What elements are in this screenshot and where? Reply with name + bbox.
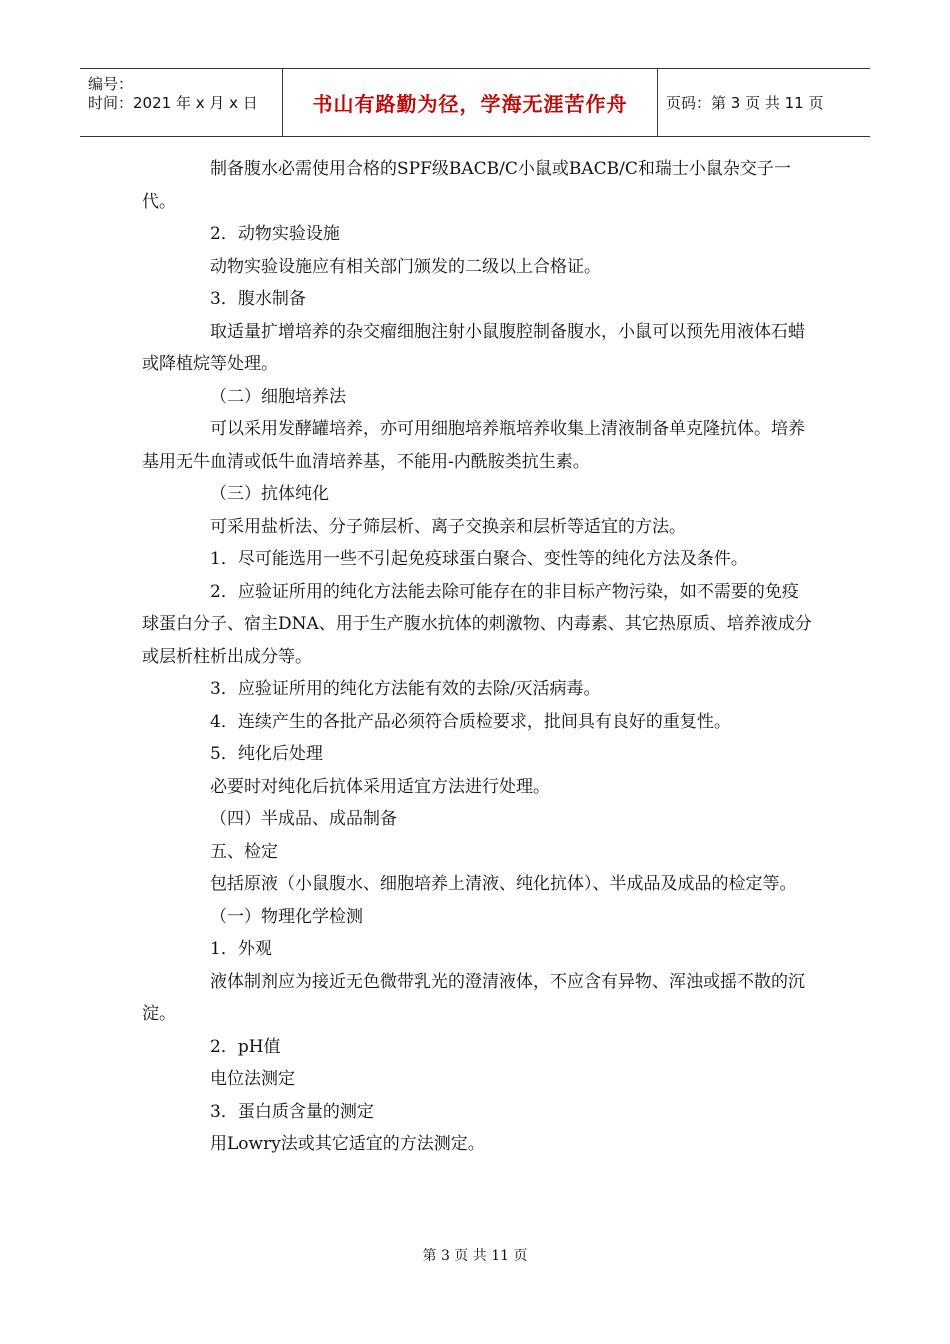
paragraph: 5．纯化后处理 [210,744,323,764]
page-header [80,68,870,137]
paragraph: 3．应验证所用的纯化方法能有效的去除/灭活病毒。 [210,679,601,699]
document-body [142,153,812,1161]
paragraph: 3．蛋白质含量的测定 [210,1101,374,1122]
paragraph: 五、检定 [210,841,278,862]
paragraph: 用Lowry法或其它适宜的方法测定。 [210,1134,485,1154]
paragraph: 3．腹水制备 [210,289,306,309]
paragraph: 动物实验设施应有相关部门颁发的二级以上合格证。 [210,256,601,277]
paragraph: 2．动物实验设施 [210,224,340,244]
paragraph: 1．尽可能选用一些不引起免疫球蛋白聚合、变性等的纯化方法及条件。 [210,549,748,569]
paragraph: 取适量扩增培养的杂交瘤细胞注射小鼠腹腔制备腹水，小鼠可以预先用液体石蜡或降植烷等处理。 [142,321,805,374]
paragraph: 4．连续产生的各批产品必须符合质检要求，批间具有良好的重复性。 [210,711,731,732]
paragraph: 可采用盐析法、分子筛层析、离子交换亲和层析等适宜的方法。 [210,516,686,537]
header-page-number: 页码：第 3 页 共 11 页 [666,94,824,112]
header-page-cell [658,69,870,136]
paragraph: 1．外观 [210,939,272,959]
paragraph: （四）半成品、成品制备 [210,809,397,829]
paragraph: （二）细胞培养法 [210,386,346,407]
paragraph: 包括原液（小鼠腹水、细胞培养上清液、纯化抗体）、半成品及成品的检定等。 [210,874,797,894]
date-label: 时间：2021 年 x 月 x 日 [88,94,258,112]
paragraph: 2．应验证所用的纯化方法能去除可能存在的非目标产物污染，如不需要的免疫球蛋白分子、宿主DNA、用于生产腹水抗体的刺激物、内毒素、其它热原质、培养液成分或层析柱析出成分等。 [142,581,812,667]
header-meta-cell [80,69,283,136]
paragraph: 液体制剂应为接近无色微带乳光的澄清液体，不应含有异物、浑浊或摇不散的沉淀。 [142,971,805,1024]
paragraph: 可以采用发酵罐培养，亦可用细胞培养瓶培养收集上清液制备单克隆抗体。培养基用无牛血清或低牛血清培养基，不能用-内酰胺类抗生素。 [142,419,805,472]
header-motto-cell [283,69,658,136]
paragraph: （一）物理化学检测 [210,906,363,927]
paragraph: （三）抗体纯化 [210,484,329,504]
paragraph: 电位法测定 [210,1069,295,1089]
serial-number-label: 编号： [88,75,134,93]
paragraph: 2．pH值 [210,1036,281,1057]
footer-page-number: 第 3 页 共 11 页 [422,1248,528,1264]
paragraph: 必要时对纯化后抗体采用适宜方法进行处理。 [210,776,550,797]
motto-text: 书山有路勤为径，学海无涯苦作舟 [312,92,628,116]
page-footer [0,1245,950,1265]
paragraph: 制备腹水必需使用合格的SPF级BACB/C小鼠或BACB/C和瑞士小鼠杂交子一代。 [142,159,791,212]
